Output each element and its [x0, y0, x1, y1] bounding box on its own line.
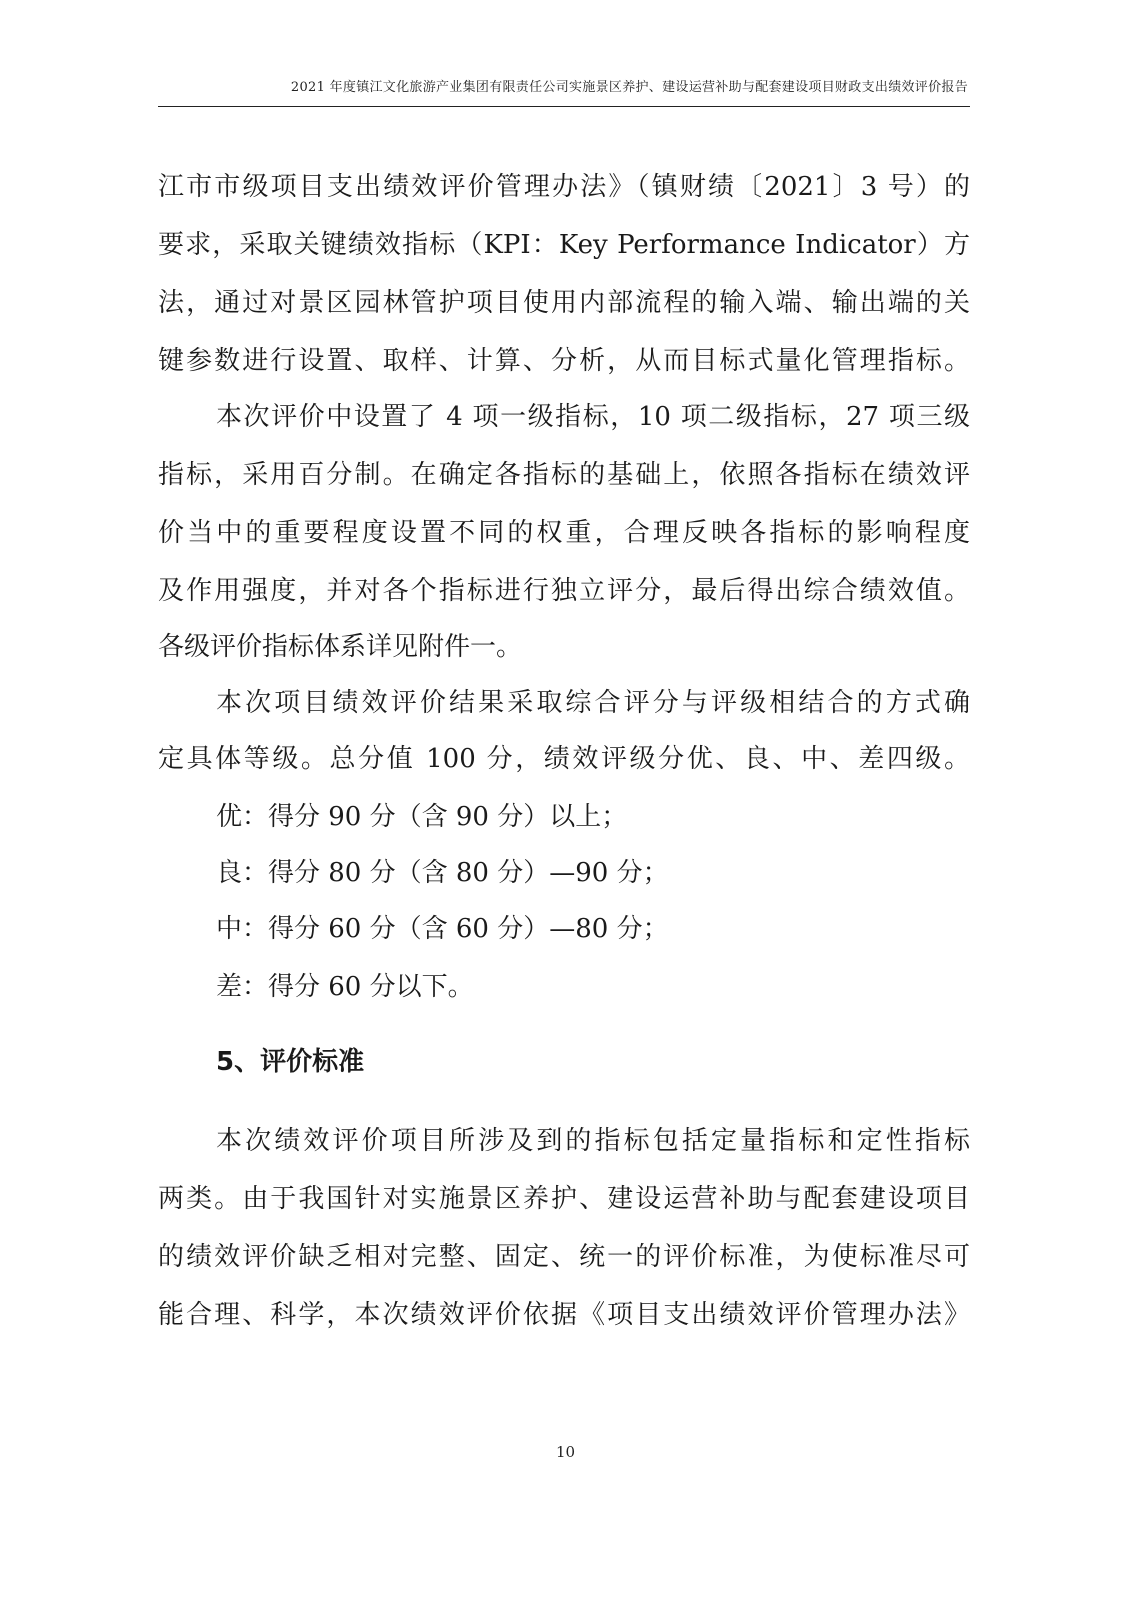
- paragraph-line: 两类。由于我国针对实施景区养护、建设运营补助与配套建设项目: [158, 1184, 970, 1214]
- paragraph-line: 本次项目绩效评价结果采取综合评分与评级相结合的方式确: [216, 688, 970, 718]
- paragraph-line: 法，通过对景区园林管护项目使用内部流程的输入端、输出端的关: [158, 288, 970, 318]
- paragraph-line: 江市市级项目支出绩效评价管理办法》（镇财绩〔2021〕3 号）的: [158, 172, 970, 202]
- paragraph-line: 键参数进行设置、取样、计算、分析，从而目标式量化管理指标。: [158, 346, 970, 376]
- paragraph-line: 要求，采取关键绩效指标（KPI：Key Performance Indicator）方: [158, 230, 970, 260]
- grade-item: 差：得分 60 分以下。: [216, 972, 474, 1002]
- running-header: 2021 年度镇江文化旅游产业集团有限责任公司实施景区养护、建设运营补助与配套建设项目财政支出绩效评价报告: [290, 80, 968, 95]
- paragraph-line: 及作用强度，并对各个指标进行独立评分，最后得出综合绩效值。: [158, 576, 970, 606]
- grade-item: 优：得分 90 分（含 90 分）以上；: [216, 802, 628, 832]
- paragraph-line: 本次绩效评价项目所涉及到的指标包括定量指标和定性指标: [216, 1126, 970, 1156]
- grade-item: 良：得分 80 分（含 80 分）—90 分；: [216, 858, 669, 888]
- paragraph-line: 指标，采用百分制。在确定各指标的基础上，依照各指标在绩效评: [158, 460, 970, 490]
- section-heading: 5、评价标准: [216, 1047, 365, 1077]
- paragraph-line: 的绩效评价缺乏相对完整、固定、统一的评价标准，为使标准尽可: [158, 1242, 970, 1272]
- paragraph-line: 定具体等级。总分值 100 分，绩效评级分优、良、中、差四级。: [158, 744, 970, 774]
- paragraph-line: 本次评价中设置了 4 项一级指标，10 项二级指标，27 项三级: [216, 402, 970, 432]
- header-divider: [158, 106, 970, 107]
- paragraph-line: 价当中的重要程度设置不同的权重，合理反映各指标的影响程度: [158, 518, 970, 548]
- paragraph-line: 能合理、科学，本次绩效评价依据《项目支出绩效评价管理办法》: [158, 1300, 970, 1330]
- paragraph-line: 各级评价指标体系详见附件一。: [158, 632, 523, 662]
- grade-item: 中：得分 60 分（含 60 分）—80 分；: [216, 914, 669, 944]
- page-number: 10: [555, 1443, 576, 1461]
